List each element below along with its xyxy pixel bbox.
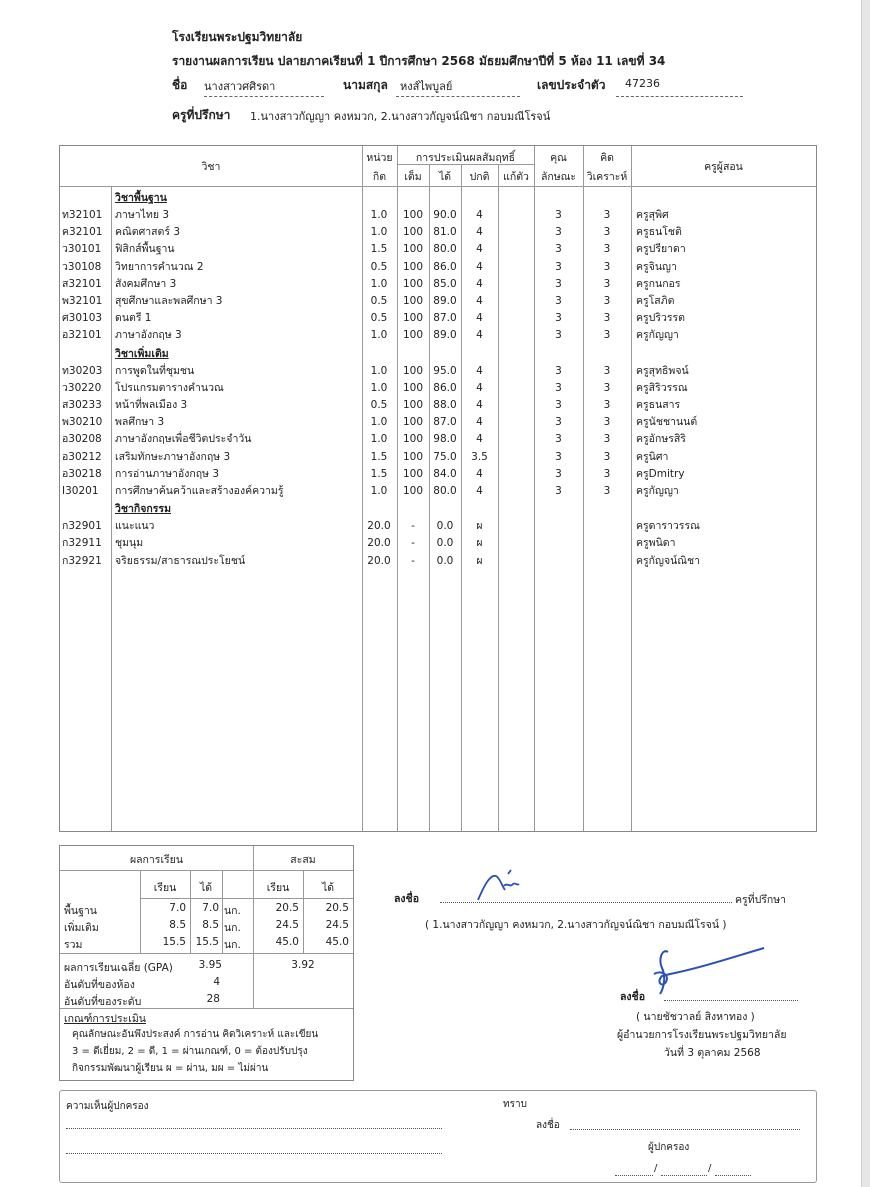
summary-col-divider (222, 870, 223, 953)
credit: 1.5 (370, 450, 388, 463)
subject-name: แนะแนว (115, 520, 155, 533)
characteristics: 3 (555, 485, 562, 497)
full-score: 100 (402, 295, 424, 307)
full-score: 100 (402, 260, 424, 273)
studied-label: เรียน (153, 882, 177, 894)
table-row (60, 207, 818, 224)
earned-credits: 7.0 (202, 902, 219, 914)
advisor-role: ครูที่ปรึกษา (735, 894, 787, 906)
characteristics: 3 (555, 260, 562, 273)
grade: 4 (476, 364, 483, 377)
grade: 4 (476, 226, 483, 239)
subject-name: การพูดในที่ชุมชน (115, 364, 195, 377)
advisor-signature-icon (474, 868, 524, 904)
date-year-line[interactable] (715, 1175, 751, 1176)
grade: 4 (476, 433, 483, 446)
parent-role: ผู้ปกครอง (648, 1142, 690, 1153)
subject-name: หน้าที่พลเมือง 3 (115, 399, 188, 411)
grade: 4 (476, 243, 483, 256)
full-score: 100 (402, 209, 424, 221)
subject-name: ภาษาอังกฤษ 3 (115, 329, 182, 342)
header-credit-top: หน่วย (366, 152, 393, 164)
credit: 20.0 (367, 520, 391, 533)
level-rank-label: อันดับที่ของระดับ (64, 996, 142, 1008)
table-row (60, 276, 818, 293)
score: 84.0 (433, 467, 457, 480)
credit: 0.5 (370, 399, 388, 411)
full-score: 100 (402, 243, 424, 256)
subject-name: ดนตรี 1 (115, 312, 152, 325)
analytical-thinking: 3 (603, 243, 611, 256)
teacher-name: ครูธนโชติ (636, 226, 682, 239)
header-got: ได้ (438, 171, 452, 183)
credit-unit: นก. (224, 905, 241, 917)
characteristics: 3 (555, 416, 562, 429)
gpa-value: 3.95 (198, 959, 222, 971)
analytical-thinking: 3 (603, 329, 611, 342)
credit: 1.5 (370, 467, 388, 480)
accum-studied-credits: 24.5 (275, 919, 299, 931)
score: 75.0 (433, 450, 457, 463)
credit: 20.0 (367, 537, 391, 550)
characteristics: 3 (555, 329, 562, 342)
teacher-name: ครูโสภิต (636, 295, 675, 307)
characteristics: 3 (555, 243, 562, 256)
accum-studied-label: เรียน (266, 882, 290, 894)
teacher-name: ครูนัชชานนต์ (636, 416, 698, 429)
subject-code: อ30212 (62, 450, 102, 463)
grade: 4 (476, 399, 483, 411)
studied-credits: 7.0 (169, 902, 186, 914)
criteria-line: 3 = ดีเยี่ยม, 2 = ดี, 1 = ผ่านเกณฑ์, 0 = ต้องปรับปรุง (72, 1046, 308, 1057)
date-slash: / (654, 1163, 658, 1174)
name-label: ชื่อ (172, 78, 188, 92)
student-id-underline (616, 96, 743, 97)
score: 89.0 (433, 295, 457, 307)
parent-sign-label: ลงชื่อ (536, 1120, 560, 1131)
grade: 4 (476, 416, 483, 429)
table-row (60, 553, 818, 570)
header-think-top: คิด (600, 152, 614, 164)
summary-row-label: เพิ่มเติม (64, 922, 99, 934)
subject-name: ชุมนุม (115, 537, 144, 550)
school-name: โรงเรียนพระปฐมวิทยาลัย (172, 30, 303, 44)
acknowledge-label: ทราบ (503, 1099, 527, 1110)
analytical-thinking: 3 (603, 467, 611, 480)
header-normal: ปกติ (469, 171, 490, 183)
teacher-name: ครูสิริวรรณ (636, 381, 688, 394)
class-rank-label: อันดับที่ของห้อง (64, 979, 135, 991)
table-row (60, 466, 818, 483)
full-score: - (411, 554, 415, 567)
table-row (60, 483, 818, 500)
credit: 1.0 (370, 433, 388, 446)
parent-sign-line[interactable] (570, 1129, 800, 1130)
full-score: 100 (402, 381, 424, 394)
subject-name: สังคมศึกษา 3 (115, 277, 177, 290)
grade: 4 (476, 260, 483, 273)
surname-label: นามสกุล (343, 78, 388, 92)
header-fix: แก้ตัว (503, 171, 529, 183)
characteristics: 3 (555, 209, 562, 221)
score: 87.0 (433, 416, 457, 429)
characteristics: 3 (555, 450, 562, 463)
director-name: ( นายชัชวาลย์ สิงหาทอง ) (636, 1011, 755, 1023)
student-id-label: เลขประจำตัว (537, 78, 606, 92)
teacher-name: ครูนิศา (636, 450, 669, 463)
header-char-bottom: ลักษณะ (540, 171, 577, 183)
earned-credits: 8.5 (202, 919, 219, 931)
characteristics: 3 (555, 467, 562, 480)
subject-name: ภาษาไทย 3 (115, 209, 170, 221)
summary-row-label: พื้นฐาน (64, 905, 97, 917)
grade: 4 (476, 295, 483, 307)
table-row (60, 449, 818, 466)
score: 86.0 (433, 260, 457, 273)
analytical-thinking: 3 (603, 226, 611, 239)
teacher-name: ครูกัญญา (636, 485, 679, 497)
subject-name: พลศึกษา 3 (115, 416, 165, 429)
table-row (60, 535, 818, 552)
accum-earned-credits: 45.0 (325, 936, 349, 948)
subject-code: ท30203 (62, 364, 103, 377)
score: 90.0 (433, 209, 457, 221)
report-date: วันที่ 3 ตุลาคม 2568 (664, 1047, 761, 1059)
subject-name: ภาษาอังกฤษเพื่อชีวิตประจำวัน (115, 433, 252, 446)
level-rank-value: 28 (206, 993, 220, 1005)
comment-line[interactable] (66, 1153, 442, 1154)
surname-value: หงส์ไพบูลย์ (400, 80, 453, 93)
table-row (60, 241, 818, 258)
director-sign-line (664, 1000, 798, 1001)
subject-name: สุขศึกษาและพลศึกษา 3 (115, 295, 223, 307)
full-score: - (411, 520, 415, 533)
characteristics: 3 (555, 381, 562, 394)
subject-code: พ32101 (62, 295, 103, 307)
grade: 3.5 (471, 450, 488, 463)
summary-box (59, 845, 354, 1081)
header-subject: วิชา (201, 161, 221, 173)
table-row (60, 310, 818, 327)
teacher-name: ครูกนกอร (636, 277, 681, 290)
header-think-bottom: วิเคราะห์ (586, 171, 628, 183)
full-score: 100 (402, 450, 424, 463)
grade: 4 (476, 485, 483, 497)
subject-code: ส30233 (62, 399, 102, 411)
table-row (60, 327, 818, 344)
earned-credits: 15.5 (195, 936, 219, 948)
director-sign-label: ลงชื่อ (620, 991, 645, 1003)
section-title: วิชาพื้นฐาน (115, 192, 167, 204)
studied-credits: 8.5 (169, 919, 186, 931)
full-score: 100 (402, 277, 424, 290)
section-title: วิชาเพิ่มเติม (115, 347, 169, 360)
criteria-line: คุณลักษณะอันพึงประสงค์ การอ่าน คิดวิเคราะห์ และเขียน (72, 1029, 319, 1040)
analytical-thinking: 3 (603, 295, 611, 307)
characteristics: 3 (555, 312, 562, 325)
summary-divider (60, 953, 353, 954)
table-row (60, 259, 818, 276)
subject-name: จริยธรรม/สาธารณประโยชน์ (115, 554, 246, 567)
date-slash: / (708, 1163, 712, 1174)
teacher-name: ครูสุพิศ (636, 209, 669, 221)
analytical-thinking: 3 (603, 450, 611, 463)
characteristics: 3 (555, 277, 562, 290)
subject-code: ว30108 (62, 260, 102, 273)
analytical-thinking: 3 (603, 277, 611, 290)
surname-underline (396, 96, 520, 97)
parent-comment-label: ความเห็นผู้ปกครอง (66, 1101, 149, 1112)
credit-unit: นก. (224, 922, 241, 934)
advisor-label: ครูที่ปรึกษา (172, 108, 231, 122)
advisor-value: 1.นางสาวกัญญา คงหมวก, 2.นางสาวกัญจน์ณิชา กอบมณีโรจน์ (250, 110, 551, 123)
grade: 4 (476, 467, 483, 480)
criteria-title: เกณฑ์การประเมิน (64, 1013, 146, 1025)
credit: 1.0 (370, 226, 388, 239)
table-row (60, 363, 818, 380)
advisor-names: ( 1.นางสาวกัญญา คงหมวก, 2.นางสาวกัญจน์ณิชา กอบมณีโรจน์ ) (425, 919, 727, 931)
subject-code: พ30210 (62, 416, 103, 429)
analytical-thinking: 3 (603, 209, 611, 221)
studied-credits: 15.5 (162, 936, 186, 948)
class-rank-value: 4 (213, 976, 220, 988)
teacher-name: ครูธนสาร (636, 399, 681, 411)
subject-code: อ32101 (62, 329, 102, 342)
subject-name: วิทยาการคำนวณ 2 (115, 260, 204, 273)
full-score: 100 (402, 329, 424, 342)
characteristics: 3 (555, 433, 562, 446)
got-label: ได้ (199, 882, 213, 894)
gpa-label: ผลการเรียนเฉลี่ย (GPA) (64, 962, 173, 974)
accum-studied-credits: 45.0 (275, 936, 299, 948)
score: 80.0 (433, 485, 457, 497)
full-score: 100 (402, 416, 424, 429)
parent-comment-box (59, 1090, 817, 1183)
grade: ผ (476, 554, 483, 567)
table-row (60, 224, 818, 241)
grade-table (59, 145, 817, 832)
accum-studied-credits: 20.5 (275, 902, 299, 914)
table-row (60, 414, 818, 431)
analytical-thinking: 3 (603, 312, 611, 325)
grade: 4 (476, 209, 483, 221)
grade: ผ (476, 520, 483, 533)
summary-row-label: รวม (64, 939, 83, 951)
subject-name: โปรแกรมตารางคำนวณ (115, 381, 224, 394)
teacher-name: ครูDmitry (636, 467, 685, 480)
subject-code: ว30101 (62, 243, 102, 256)
subject-code: ศ30103 (62, 312, 103, 325)
grade: 4 (476, 381, 483, 394)
credit: 1.0 (370, 329, 388, 342)
full-score: - (411, 537, 415, 550)
credit: 1.0 (370, 364, 388, 377)
teacher-name: ครูปรียาดา (636, 243, 686, 256)
full-score: 100 (402, 364, 424, 377)
name-underline (204, 96, 324, 97)
full-score: 100 (402, 226, 424, 239)
criteria-line: กิจกรรมพัฒนาผู้เรียน ผ = ผ่าน, มผ = ไม่ผ่าน (72, 1063, 269, 1074)
score: 0.0 (436, 554, 454, 567)
credit: 1.0 (370, 416, 388, 429)
score: 0.0 (436, 537, 454, 550)
credit: 1.5 (370, 243, 388, 256)
subject-name: การศึกษาค้นคว้าและสร้างองค์ความรู้ (115, 485, 284, 497)
accum-got-label: ได้ (321, 882, 335, 894)
analytical-thinking: 3 (603, 399, 611, 411)
teacher-name: ครูสุทธิพจน์ (636, 364, 689, 377)
accum-earned-credits: 24.5 (325, 919, 349, 931)
summary-divider (140, 898, 353, 899)
grade: 4 (476, 329, 483, 342)
credit: 0.5 (370, 312, 388, 325)
full-score: 100 (402, 485, 424, 497)
subject-name: เสริมทักษะภาษาอังกฤษ 3 (115, 450, 231, 463)
characteristics: 3 (555, 364, 562, 377)
analytical-thinking: 3 (603, 381, 611, 394)
table-row (60, 431, 818, 448)
subject-code: ก32901 (62, 520, 102, 533)
header-teacher: ครูผู้สอน (704, 161, 743, 173)
teacher-name: ครูพนิดา (636, 537, 676, 550)
full-score: 100 (402, 312, 424, 325)
score: 89.0 (433, 329, 457, 342)
header-divider (60, 186, 816, 187)
table-row (60, 380, 818, 397)
subject-code: ส32101 (62, 277, 102, 290)
subject-name: การอ่านภาษาอังกฤษ 3 (115, 467, 219, 480)
grade: 4 (476, 277, 483, 290)
credit: 1.0 (370, 485, 388, 497)
teacher-name: ครูกัญญา (636, 329, 679, 342)
score: 95.0 (433, 364, 457, 377)
accum-label: สะสม (290, 854, 316, 866)
credit: 1.0 (370, 381, 388, 394)
credit: 0.5 (370, 295, 388, 307)
date-month-line[interactable] (661, 1175, 707, 1176)
score: 0.0 (436, 520, 454, 533)
teacher-name: ครูอักษรสิริ (636, 433, 686, 446)
analytical-thinking: 3 (603, 433, 611, 446)
header-char-top: คุณ (550, 152, 567, 164)
analytical-thinking: 3 (603, 364, 611, 377)
subject-name: คณิตศาสตร์ 3 (115, 226, 181, 239)
teacher-name: ครูดาราวรรณ (636, 520, 700, 533)
summary-divider (60, 870, 353, 871)
header-assessment: การประเมินผลสัมฤทธิ์ (415, 152, 516, 164)
gpa-accum-value: 3.92 (291, 959, 315, 971)
score: 81.0 (433, 226, 457, 239)
score: 88.0 (433, 399, 457, 411)
score: 86.0 (433, 381, 457, 394)
full-score: 100 (402, 399, 424, 411)
full-score: 100 (402, 467, 424, 480)
director-role: ผู้อำนวยการโรงเรียนพระปฐมวิทยาลัย (617, 1029, 787, 1041)
credit-unit: นก. (224, 939, 241, 951)
header-credit-bottom: กิต (372, 171, 387, 183)
credit: 1.0 (370, 209, 388, 221)
teacher-name: ครูจินญา (636, 260, 677, 273)
table-row (60, 518, 818, 535)
date-day-line[interactable] (615, 1175, 653, 1176)
score: 87.0 (433, 312, 457, 325)
accum-earned-credits: 20.5 (325, 902, 349, 914)
characteristics: 3 (555, 399, 562, 411)
full-score: 100 (402, 433, 424, 446)
table-row (60, 397, 818, 414)
grade: ผ (476, 537, 483, 550)
analytical-thinking: 3 (603, 416, 611, 429)
subject-name: ฟิสิกส์พื้นฐาน (115, 243, 175, 256)
credit: 1.0 (370, 277, 388, 290)
student-id-value: 47236 (625, 77, 660, 90)
report-title: รายงานผลการเรียน ปลายภาคเรียนที่ 1 ปีการศึกษา 2568 มัธยมศึกษาปีที่ 5 ห้อง 11 เลขที่ 34 (172, 54, 666, 68)
subject-code: ท32101 (62, 209, 103, 221)
analytical-thinking: 3 (603, 260, 611, 273)
subject-code: ก32921 (62, 554, 102, 567)
director-signature-icon (640, 944, 780, 1000)
comment-line[interactable] (66, 1128, 442, 1129)
characteristics: 3 (555, 295, 562, 307)
name-value: นางสาวศศิรดา (204, 80, 276, 93)
analytical-thinking: 3 (603, 485, 611, 497)
subject-code: I30201 (62, 485, 99, 497)
table-row (60, 293, 818, 310)
section-title: วิชากิจกรรม (115, 503, 171, 516)
subject-code: อ30208 (62, 433, 102, 446)
teacher-name: ครูกัญจน์ณิชา (636, 554, 701, 567)
credit: 20.0 (367, 554, 391, 567)
score: 98.0 (433, 433, 457, 446)
subject-code: ค32101 (62, 226, 103, 239)
score: 80.0 (433, 243, 457, 256)
credit: 0.5 (370, 260, 388, 273)
advisor-sign-label: ลงชื่อ (394, 893, 419, 905)
teacher-name: ครูปริวรรต (636, 312, 685, 325)
score: 85.0 (433, 277, 457, 290)
results-label: ผลการเรียน (129, 854, 184, 866)
characteristics: 3 (555, 226, 562, 239)
subject-code: ว30220 (62, 381, 102, 394)
grade: 4 (476, 312, 483, 325)
header-full: เต็ม (404, 171, 422, 183)
subject-code: อ30218 (62, 467, 102, 480)
page-edge (861, 0, 870, 1187)
subject-code: ก32911 (62, 537, 102, 550)
